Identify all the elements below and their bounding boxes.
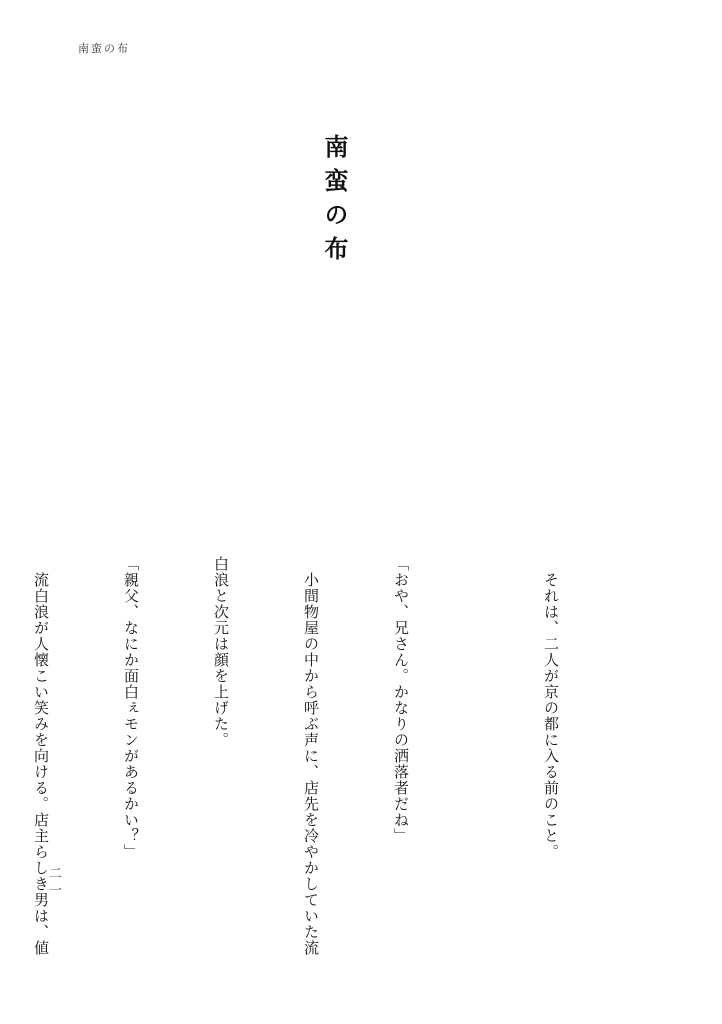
text-line: 「親父、なにか面白ぇモンがあるかい？」 xyxy=(122,556,140,860)
text-line: 白浪と次元は顔を上げた。 xyxy=(212,556,230,748)
page-number: 二一 xyxy=(46,866,61,900)
running-head: 南蛮の布 xyxy=(78,42,130,55)
text-line: それは、二人が京の都に入る前のこと。 xyxy=(542,556,560,860)
body-text xyxy=(0,556,626,976)
text-line: 小間物屋の中から呼ぶ声に、店先を冷やかしていた流 xyxy=(302,556,320,956)
text-line: 「おや、兄さん。かなりの洒落者だね」 xyxy=(392,556,410,844)
chapter-title: 南蛮の布 xyxy=(320,134,349,270)
text-line: 流白浪が人懐こい笑みを向ける。店主らしき男は、値 xyxy=(32,556,50,956)
